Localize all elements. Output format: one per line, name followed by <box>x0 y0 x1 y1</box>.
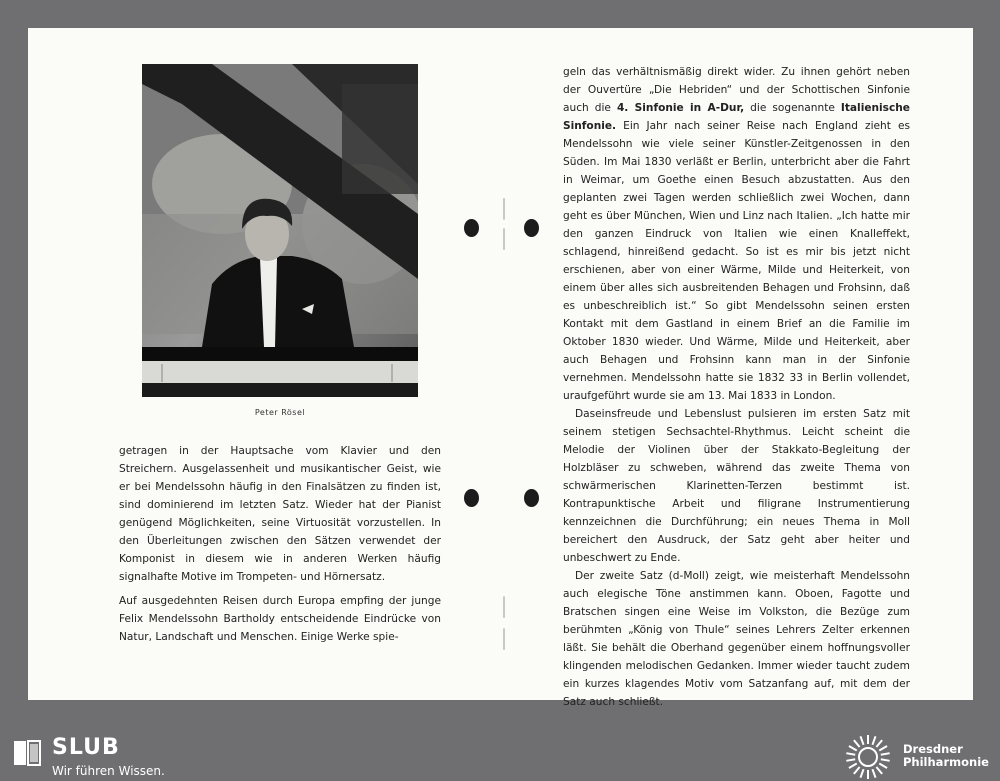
document-page <box>28 28 973 708</box>
slub-logo-text: SLUB <box>52 735 120 760</box>
text-run: die sogenannte <box>744 102 841 114</box>
binding-hole <box>464 489 479 507</box>
dresdner-philharmonie-logo-text <box>903 743 989 769</box>
dp-line-1: Dresdner <box>903 742 963 756</box>
right-column-text <box>563 63 910 711</box>
bold-title-4th-symphony: 4. Sinfonie in A-Dur, <box>616 102 745 114</box>
pianist-photo <box>142 64 418 397</box>
left-column-text-1 <box>119 442 441 586</box>
staple-mark <box>503 596 505 618</box>
paragraph <box>563 63 910 405</box>
staple-mark <box>503 228 505 250</box>
binding-hole <box>524 489 539 507</box>
binding-hole <box>464 219 479 237</box>
book-icon <box>12 738 42 768</box>
staple-mark <box>503 628 505 650</box>
paragraph: Der zweite Satz (d-Moll) zeigt, wie meisterhaft Mendelssohn auch elegische Töne anstimmen kann. Oboen, Fagotte und Bratschen singen eine Weise im Volkston, die Bezüge zum berühmten „König von Thule“ seines Lehrers Zelter erkennen läßt. Sie behält die Oberhand gegenüber einem hoffnungsvoller klingenden melodischen Gedanken. Immer wieder taucht zudem ein kurzes klagendes Motiv vom Satzanfang auf, mit dem der Satz auch schließt. <box>563 570 910 708</box>
binding-hole <box>524 219 539 237</box>
bold-title-italian-symphony: Italienische Sinfonie. <box>563 102 910 132</box>
text-run: geln das verhältnismäßig direkt wider. Zu ihnen gehört neben der Ouvertüre „Die Hebriden“ und der Schottischen Sinfonie auch die <box>563 66 910 114</box>
photo-caption: Peter Rösel <box>254 408 306 417</box>
left-column-text-2 <box>119 592 441 646</box>
pianist-photo-image <box>142 64 418 397</box>
staple-mark <box>503 198 505 220</box>
dp-line-2: Philharmonie <box>903 755 989 769</box>
text-run: Ein Jahr nach seiner Reise nach England zieht es Mendelssohn wie viele seiner Künstler-Zeitgenossen in den Süden. Im Mai 1830 verläßt er Berlin, unterbricht aber die Fahrt in Weimar, um Goethe einen Besuch abzustatten. Aus den geplanten zwei Tagen werden schließlich zwei Wochen, dann geht es über München, Wien und Linz nach Italien. „Ich hatte mir den ganzen Eindruck von Italien wie einen Knalleffekt, schlagend, hinreißend gedacht. So ist es mir bis jetzt nicht erschienen, aber von einer Wärme, Milde und Heiterkeit, von einem über alles sich ausbreitenden Behagen und Frohsinn, daß es unbeschreiblich ist.“ So gibt Mendelssohn seinen ersten Kontakt mit dem Gastland in einem Brief an die Familie im Oktober 1830 wieder. Und Wärme, Milde und Heiterkeit, aber auch Behagen und Frohsinn kann man in der Sinfonie vernehmen. Mendelssohn hatte sie 1832 33 in Berlin vollendet, uraufgeführt wurde sie am 13. Mai 1833 in London. <box>563 120 910 402</box>
footer-bar <box>0 732 1000 781</box>
paragraph: Daseinsfreude und Lebenslust pulsieren im ersten Satz mit seinem stetigen Sechsachtel-Rhythmus. Leicht scheint die Melodie der Violinen über der Stakkato-Begleitung der Holzbläser zu schweben, während das zweite Thema von schwärmerischen Klarinetten-Terzen bestimmt ist. Kontrapunktische Arbeit und filigrane Instrumentierung kennzeichnen die Durchführung; ein neues Thema in Moll bereichert den Ausdruck, der Satz geht aber heiter und unbeschwert zu Ende. <box>563 408 910 564</box>
paragraph: Auf ausgedehnten Reisen durch Europa empfing der junge Felix Mendelssohn Bartholdy entscheidende Eindrücke von Natur, Landschaft und Menschen. Einige Werke spie- <box>119 595 441 643</box>
paragraph: getragen in der Hauptsache vom Klavier und den Streichern. Ausgelassenheit und musikantischer Geist, wie er bei Mendelssohn häufig in den Finalsätzen zu finden ist, sind dominierend im letzten Satz. Wieder hat der Pianist genügend Möglichkeiten, seine Virtuosität vorzustellen. In den Überleitungen zwischen den Sätzen verwendet der Komponist in diesem wie in anderen Werken häufig signalhafte Motive im Trompeten- und Hörnersatz. <box>119 445 441 583</box>
starburst-icon <box>841 733 895 781</box>
slub-tagline: Wir führen Wissen. <box>52 764 165 778</box>
